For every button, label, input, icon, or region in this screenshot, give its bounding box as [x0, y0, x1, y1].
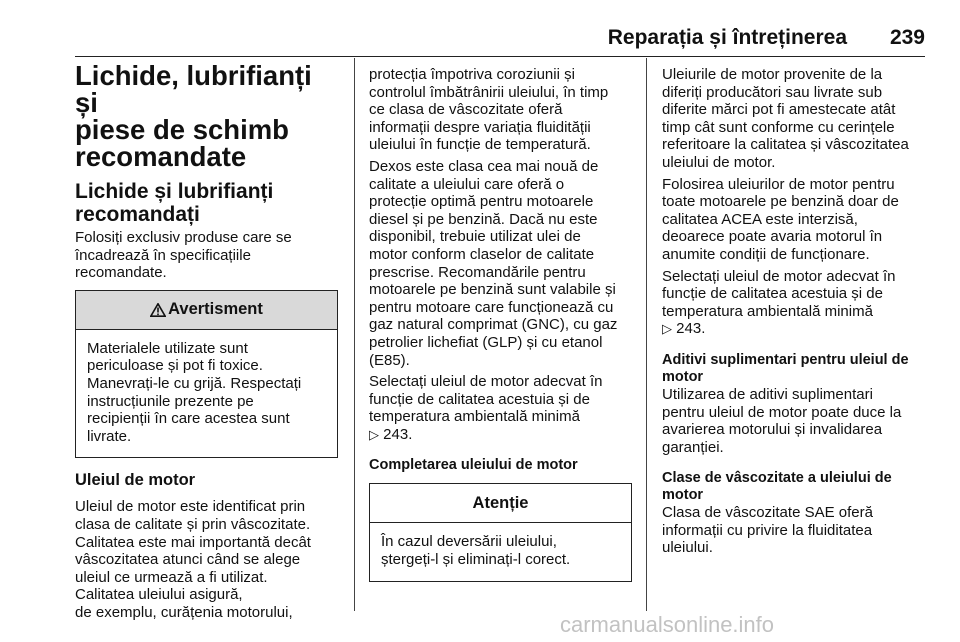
viscosity-heading: Clase de vâscozitate a uleiului de motor [662, 470, 892, 504]
column-1 [75, 58, 339, 622]
additives-paragraph: Utilizarea de aditivi suplimentari pentru uleiul de motor poate duce la avarierea motorului și invalidarea garanției. [662, 385, 902, 456]
warning-body: Materialele utilizate sunt periculoase și pot fi toxice. Manevrați-le cu grijă. Respectați instrucțiunile prezente pe recipienții în care acestea sunt livrate. [87, 339, 302, 445]
page-reference[interactable]: 243. [676, 320, 706, 338]
section-title: Lichide și lubrifianți recomandați [75, 180, 274, 226]
header-rule [75, 56, 925, 57]
warning-box [75, 290, 338, 459]
column-divider-2 [646, 58, 647, 611]
page-ref-arrow-icon: ▷ [369, 426, 379, 442]
page-ref-arrow-icon: ▷ [662, 321, 672, 337]
caution-box [369, 483, 632, 581]
intro-paragraph: Folosiți exclusiv produse care se încadrează în specificațiile recomandate. [75, 229, 292, 282]
select-oil-paragraph-2: Selectați uleiul de motor adecvat în funcție de calitatea acestuia și de temperatura ambientală minimă ▷ 243. [662, 267, 896, 338]
viscosity-paragraph: Clasa de vâscozitate SAE oferă informații cu privire la fluiditatea uleiului. [662, 504, 873, 557]
page-number: 239 [889, 26, 925, 49]
engine-oil-paragraph: Uleiul de motor este identificat prin clasa de calitate și prin vâscozitate. Calitatea este mai importantă decât vâscozitatea atunci când se alege uleiul ce urmează a fi utilizat. Calitatea uleiului asigură, de exemplu, curățenia motorului, [75, 498, 311, 621]
page-reference[interactable]: 243. [383, 425, 413, 443]
watermark: carmanualsonline.info [560, 612, 775, 637]
caution-title: Atenție [472, 493, 529, 512]
caution-box-header [370, 484, 631, 523]
additives-heading: Aditivi suplimentari pentru uleiul de motor [662, 351, 909, 385]
acea-paragraph: Folosirea uleiurilor de motor pentru toate motoarele pe benzină doar de calitatea ACEA este interzisă, deoarece poate avaria motorul în anumite condiții de funcționare. [662, 175, 899, 263]
oil-topup-heading: Completarea uleiului de motor [369, 457, 578, 474]
warning-title: Avertisment [168, 300, 263, 319]
caution-body: În cazul deversării uleiului, ștergeți-l și eliminați-l corect. [381, 533, 571, 569]
engine-oil-heading: Uleiul de motor [75, 471, 196, 490]
warning-box-header [76, 291, 337, 330]
select-oil-paragraph: Selectați uleiul de motor adecvat în funcție de calitatea acestuia și de temperatura ambientală minimă ▷ 243. [369, 373, 603, 443]
running-title: Reparația și întreținerea [607, 26, 847, 49]
column-3 [662, 58, 926, 557]
oil-mixing-paragraph: Uleiurile de motor provenite de la diferiți producători sau livrate sub diferite mărci pot fi amestecate atât timp cât sunt conforme cu cerințele referitoare la calitatea și vâscozitatea uleiului de motor. [662, 66, 909, 171]
oil-protection-paragraph: protecția împotriva coroziunii și controlul îmbătrânirii uleiului, în timp ce clasa de vâscozitate oferă informații despre variația fluidității uleiului în funcție de temperatură. [369, 66, 609, 154]
page-header [75, 26, 925, 52]
chapter-title: Lichide, lubrifianți și piese de schimb recomandate [75, 60, 312, 172]
dexos-paragraph: Dexos este clasa cea mai nouă de calitate a uleiului care oferă o protecție optimă pentru motoarele diesel și pe benzină. Dacă nu este disponibil, trebuie utilizat ulei de motor conform claselor de calitate prescrise. Recomandările pentru motoarele pe benzină sunt valabile și pentru motoare care funcționează cu gaz natural comprimat (GNC), cu gaz petrolier lichefiat (GLP) și cu etanol (E85). [369, 157, 618, 369]
column-2 [369, 58, 633, 582]
column-divider-1 [354, 58, 355, 611]
warning-triangle-icon [150, 303, 166, 317]
